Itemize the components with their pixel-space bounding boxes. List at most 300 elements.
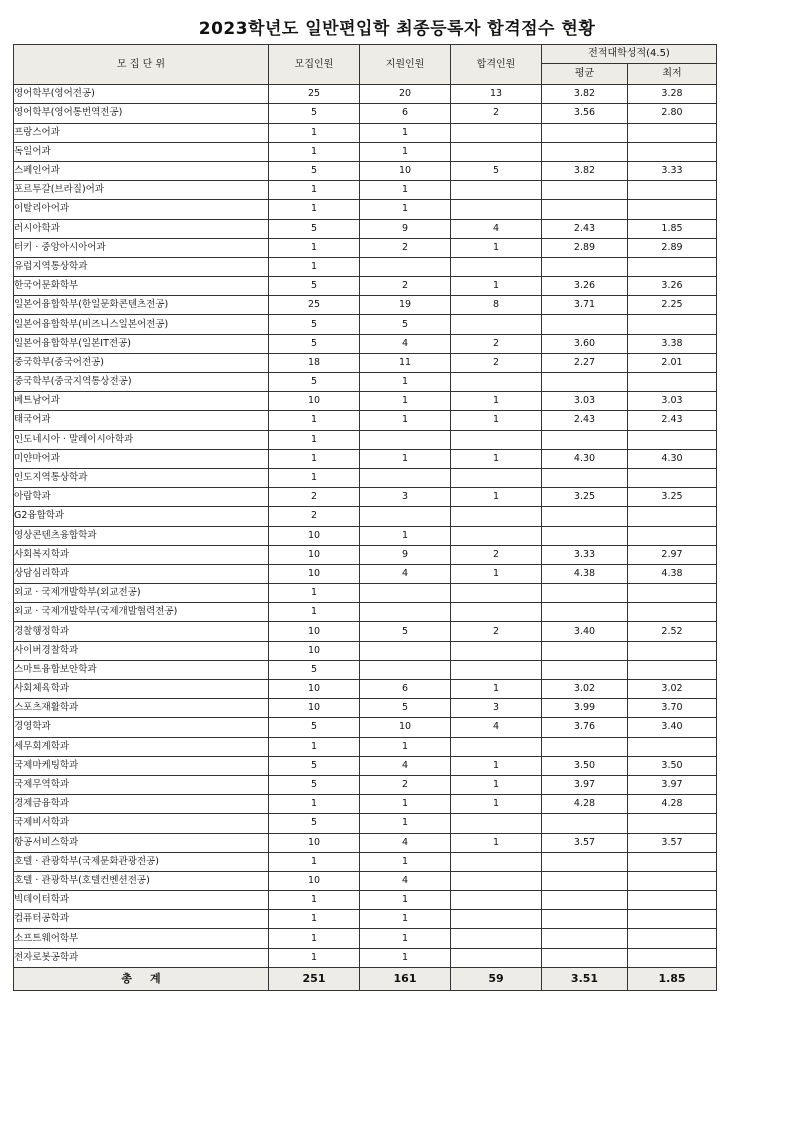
cell-min: 3.28: [628, 85, 717, 104]
cell-recruit: 10: [269, 680, 360, 699]
header-avg: 평균: [542, 64, 628, 85]
cell-avg: [542, 373, 628, 392]
table-row: [14, 85, 717, 104]
cell-apply: 2: [360, 775, 451, 794]
cell-unit: 인도네시아 · 말레이시아학과: [14, 430, 269, 449]
cell-apply: 1: [360, 373, 451, 392]
cell-apply: 3: [360, 488, 451, 507]
cell-pass: [451, 852, 542, 871]
cell-recruit: 5: [269, 756, 360, 775]
cell-avg: [542, 852, 628, 871]
cell-min: 3.33: [628, 161, 717, 180]
cell-avg: 2.27: [542, 353, 628, 372]
cell-min: [628, 910, 717, 929]
cell-recruit: 18: [269, 353, 360, 372]
cell-avg: [542, 142, 628, 161]
cell-min: [628, 123, 717, 142]
cell-pass: [451, 526, 542, 545]
cell-recruit: 1: [269, 200, 360, 219]
cell-unit: 중국학부(중국지역통상전공): [14, 373, 269, 392]
cell-min: 2.89: [628, 238, 717, 257]
table-row: [14, 756, 717, 775]
table-row: [14, 334, 717, 353]
table-row: [14, 296, 717, 315]
cell-pass: [451, 929, 542, 948]
total-recruit: 251: [269, 967, 360, 990]
cell-unit: 이탈리아어과: [14, 200, 269, 219]
cell-pass: 1: [451, 680, 542, 699]
cell-unit: 미얀마어과: [14, 449, 269, 468]
cell-avg: [542, 814, 628, 833]
cell-pass: 1: [451, 775, 542, 794]
cell-recruit: 1: [269, 929, 360, 948]
cell-pass: 2: [451, 545, 542, 564]
table-row: [14, 545, 717, 564]
total-min: 1.85: [628, 967, 717, 990]
cell-pass: [451, 584, 542, 603]
cell-unit: 소프트웨어학부: [14, 929, 269, 948]
table-row: [14, 353, 717, 372]
cell-min: 3.40: [628, 718, 717, 737]
cell-recruit: 1: [269, 891, 360, 910]
cell-apply: 1: [360, 795, 451, 814]
total-avg: 3.51: [542, 967, 628, 990]
cell-apply: 1: [360, 929, 451, 948]
table-row: [14, 123, 717, 142]
header-pass: 합격인원: [451, 45, 542, 85]
table-row: [14, 680, 717, 699]
cell-min: 4.28: [628, 795, 717, 814]
cell-apply: 11: [360, 353, 451, 372]
cell-unit: 일본어융합학부(일본IT전공): [14, 334, 269, 353]
table-row: [14, 871, 717, 890]
cell-min: 3.50: [628, 756, 717, 775]
cell-min: [628, 929, 717, 948]
cell-apply: [360, 257, 451, 276]
cell-pass: 4: [451, 718, 542, 737]
cell-unit: 유럽지역통상학과: [14, 257, 269, 276]
cell-apply: 1: [360, 411, 451, 430]
cell-unit: 한국어문화학부: [14, 277, 269, 296]
total-pass: 59: [451, 967, 542, 990]
cell-recruit: 10: [269, 564, 360, 583]
cell-min: [628, 142, 717, 161]
cell-min: [628, 315, 717, 334]
cell-apply: 1: [360, 181, 451, 200]
cell-pass: 1: [451, 238, 542, 257]
cell-min: [628, 852, 717, 871]
cell-min: 2.80: [628, 104, 717, 123]
table-row: [14, 526, 717, 545]
cell-apply: 1: [360, 814, 451, 833]
cell-pass: [451, 315, 542, 334]
cell-avg: 3.56: [542, 104, 628, 123]
cell-unit: 인도지역통상학과: [14, 468, 269, 487]
cell-recruit: 1: [269, 584, 360, 603]
table-row: [14, 718, 717, 737]
table-row: [14, 795, 717, 814]
cell-apply: 1: [360, 852, 451, 871]
cell-avg: [542, 891, 628, 910]
cell-unit: 러시아학과: [14, 219, 269, 238]
cell-pass: [451, 871, 542, 890]
cell-pass: 3: [451, 699, 542, 718]
cell-apply: 2: [360, 238, 451, 257]
cell-pass: 5: [451, 161, 542, 180]
cell-recruit: 10: [269, 545, 360, 564]
cell-recruit: 1: [269, 852, 360, 871]
cell-pass: [451, 123, 542, 142]
cell-min: [628, 584, 717, 603]
cell-min: 3.03: [628, 392, 717, 411]
table-row: [14, 468, 717, 487]
table-row: [14, 833, 717, 852]
cell-avg: 3.40: [542, 622, 628, 641]
cell-pass: [451, 948, 542, 967]
table-row: [14, 277, 717, 296]
cell-pass: [451, 737, 542, 756]
table-row: [14, 584, 717, 603]
cell-min: 4.38: [628, 564, 717, 583]
cell-pass: 1: [451, 488, 542, 507]
cell-apply: 4: [360, 871, 451, 890]
table-row: [14, 430, 717, 449]
cell-apply: [360, 430, 451, 449]
cell-min: 2.52: [628, 622, 717, 641]
header-apply: 지원인원: [360, 45, 451, 85]
table-row: [14, 660, 717, 679]
cell-recruit: 5: [269, 334, 360, 353]
cell-apply: 1: [360, 392, 451, 411]
cell-recruit: 5: [269, 161, 360, 180]
cell-recruit: 1: [269, 449, 360, 468]
cell-pass: [451, 641, 542, 660]
cell-apply: 20: [360, 85, 451, 104]
cell-pass: [451, 910, 542, 929]
table-row: [14, 161, 717, 180]
cell-recruit: 2: [269, 507, 360, 526]
cell-pass: [451, 373, 542, 392]
cell-apply: 4: [360, 564, 451, 583]
cell-pass: 1: [451, 411, 542, 430]
cell-avg: 3.76: [542, 718, 628, 737]
cell-apply: 10: [360, 161, 451, 180]
cell-unit: 일본어융합학부(한일문화콘텐츠전공): [14, 296, 269, 315]
cell-unit: 프랑스어과: [14, 123, 269, 142]
cell-avg: [542, 468, 628, 487]
cell-min: [628, 814, 717, 833]
cell-pass: 8: [451, 296, 542, 315]
table-row: [14, 200, 717, 219]
cell-pass: [451, 430, 542, 449]
table-row: [14, 603, 717, 622]
cell-pass: 2: [451, 334, 542, 353]
cell-unit: 컴퓨터공학과: [14, 910, 269, 929]
cell-recruit: 1: [269, 603, 360, 622]
cell-pass: [451, 200, 542, 219]
cell-recruit: 10: [269, 699, 360, 718]
cell-unit: 국제마케팅학과: [14, 756, 269, 775]
cell-min: [628, 603, 717, 622]
cell-recruit: 1: [269, 948, 360, 967]
cell-avg: [542, 200, 628, 219]
cell-avg: [542, 948, 628, 967]
cell-apply: 9: [360, 219, 451, 238]
table-row: [14, 699, 717, 718]
table-body: [14, 85, 717, 968]
cell-recruit: 1: [269, 737, 360, 756]
cell-pass: [451, 660, 542, 679]
cell-min: [628, 641, 717, 660]
cell-pass: [451, 142, 542, 161]
cell-min: 2.01: [628, 353, 717, 372]
cell-avg: [542, 430, 628, 449]
cell-unit: 국제비서학과: [14, 814, 269, 833]
cell-apply: 1: [360, 910, 451, 929]
cell-unit: 호텔 · 관광학부(호텔컨벤션전공): [14, 871, 269, 890]
cell-recruit: 1: [269, 795, 360, 814]
total-row: [14, 967, 717, 990]
cell-avg: [542, 315, 628, 334]
cell-apply: 1: [360, 123, 451, 142]
cell-apply: [360, 660, 451, 679]
cell-pass: 2: [451, 104, 542, 123]
cell-avg: 3.57: [542, 833, 628, 852]
table-row: [14, 449, 717, 468]
cell-apply: 1: [360, 200, 451, 219]
cell-apply: 5: [360, 315, 451, 334]
cell-avg: 3.60: [542, 334, 628, 353]
cell-min: [628, 181, 717, 200]
header-unit: 모 집 단 위: [14, 45, 269, 85]
cell-avg: [542, 641, 628, 660]
cell-min: 3.57: [628, 833, 717, 852]
cell-unit: 스포츠재활학과: [14, 699, 269, 718]
cell-recruit: 10: [269, 833, 360, 852]
cell-pass: 2: [451, 622, 542, 641]
cell-min: [628, 373, 717, 392]
cell-avg: 4.30: [542, 449, 628, 468]
cell-recruit: 1: [269, 411, 360, 430]
table-row: [14, 104, 717, 123]
cell-pass: 1: [451, 449, 542, 468]
cell-recruit: 10: [269, 526, 360, 545]
cell-pass: 4: [451, 219, 542, 238]
cell-avg: 3.33: [542, 545, 628, 564]
table-row: [14, 737, 717, 756]
cell-unit: 사이버경찰학과: [14, 641, 269, 660]
cell-avg: 3.82: [542, 161, 628, 180]
cell-recruit: 5: [269, 814, 360, 833]
cell-min: 2.25: [628, 296, 717, 315]
cell-pass: [451, 603, 542, 622]
cell-min: [628, 948, 717, 967]
cell-pass: 2: [451, 353, 542, 372]
cell-min: [628, 468, 717, 487]
table-row: [14, 411, 717, 430]
header-min: 최저: [628, 64, 717, 85]
cell-apply: 1: [360, 891, 451, 910]
cell-avg: 4.28: [542, 795, 628, 814]
page-title: 2023학년도 일반편입학 최종등록자 합격점수 현황: [198, 19, 596, 39]
cell-apply: 4: [360, 833, 451, 852]
cell-unit: 빅데이터학과: [14, 891, 269, 910]
cell-pass: [451, 814, 542, 833]
table-row: [14, 142, 717, 161]
cell-recruit: 5: [269, 660, 360, 679]
cell-avg: 3.82: [542, 85, 628, 104]
cell-unit: 포르투갈(브라질)어과: [14, 181, 269, 200]
table-row: [14, 910, 717, 929]
cell-recruit: 1: [269, 257, 360, 276]
cell-avg: [542, 257, 628, 276]
cell-unit: 아랍학과: [14, 488, 269, 507]
cell-unit: 항공서비스학과: [14, 833, 269, 852]
header-row: [14, 45, 717, 64]
cell-avg: 3.50: [542, 756, 628, 775]
cell-apply: [360, 641, 451, 660]
cell-unit: G2융합학과: [14, 507, 269, 526]
cell-pass: 1: [451, 756, 542, 775]
cell-min: 1.85: [628, 219, 717, 238]
cell-avg: [542, 507, 628, 526]
cell-unit: 영어학부(영어통번역전공): [14, 104, 269, 123]
cell-avg: [542, 660, 628, 679]
cell-recruit: 25: [269, 85, 360, 104]
cell-apply: 5: [360, 622, 451, 641]
table-row: [14, 238, 717, 257]
cell-avg: 3.02: [542, 680, 628, 699]
cell-apply: 1: [360, 142, 451, 161]
cell-min: [628, 257, 717, 276]
cell-pass: 13: [451, 85, 542, 104]
table-row: [14, 891, 717, 910]
cell-pass: [451, 257, 542, 276]
cell-recruit: 5: [269, 104, 360, 123]
cell-avg: [542, 584, 628, 603]
cell-min: 2.43: [628, 411, 717, 430]
cell-avg: 3.71: [542, 296, 628, 315]
cell-recruit: 1: [269, 123, 360, 142]
cell-unit: 경찰행정학과: [14, 622, 269, 641]
cell-min: 4.30: [628, 449, 717, 468]
cell-min: [628, 891, 717, 910]
table-row: [14, 814, 717, 833]
table-row: [14, 775, 717, 794]
cell-apply: [360, 603, 451, 622]
header-gpa-group: 전적대학성적(4.5): [542, 45, 717, 64]
cell-min: 2.97: [628, 545, 717, 564]
cell-unit: 베트남어과: [14, 392, 269, 411]
cell-pass: [451, 468, 542, 487]
cell-pass: 1: [451, 277, 542, 296]
table-row: [14, 948, 717, 967]
cell-unit: 일본어융합학부(비즈니스일본어전공): [14, 315, 269, 334]
cell-avg: [542, 123, 628, 142]
total-label: 총계: [14, 967, 269, 990]
cell-apply: 1: [360, 526, 451, 545]
cell-unit: 스마트융합보안학과: [14, 660, 269, 679]
cell-unit: 중국학부(중국어전공): [14, 353, 269, 372]
cell-apply: 6: [360, 104, 451, 123]
cell-apply: 10: [360, 718, 451, 737]
cell-min: 3.70: [628, 699, 717, 718]
cell-pass: [451, 507, 542, 526]
cell-min: 3.26: [628, 277, 717, 296]
cell-apply: 6: [360, 680, 451, 699]
table-row: [14, 641, 717, 660]
cell-avg: 2.43: [542, 219, 628, 238]
cell-recruit: 1: [269, 430, 360, 449]
cell-unit: 국제무역학과: [14, 775, 269, 794]
cell-recruit: 5: [269, 373, 360, 392]
cell-min: [628, 507, 717, 526]
cell-unit: 사회복지학과: [14, 545, 269, 564]
cell-min: 3.25: [628, 488, 717, 507]
table-row: [14, 622, 717, 641]
cell-recruit: 1: [269, 468, 360, 487]
cell-apply: 5: [360, 699, 451, 718]
cell-avg: 3.25: [542, 488, 628, 507]
cell-apply: 2: [360, 277, 451, 296]
cell-avg: [542, 603, 628, 622]
table-row: [14, 564, 717, 583]
table-row: [14, 373, 717, 392]
cell-apply: 1: [360, 737, 451, 756]
cell-recruit: 10: [269, 641, 360, 660]
cell-apply: [360, 468, 451, 487]
cell-unit: 호텔 · 관광학부(국제문화관광전공): [14, 852, 269, 871]
cell-pass: 1: [451, 795, 542, 814]
cell-avg: 2.89: [542, 238, 628, 257]
cell-avg: 3.99: [542, 699, 628, 718]
cell-avg: [542, 526, 628, 545]
cell-avg: [542, 737, 628, 756]
cell-recruit: 2: [269, 488, 360, 507]
cell-min: 3.38: [628, 334, 717, 353]
cell-recruit: 5: [269, 315, 360, 334]
cell-recruit: 25: [269, 296, 360, 315]
cell-recruit: 10: [269, 392, 360, 411]
table-row: [14, 929, 717, 948]
table-row: [14, 488, 717, 507]
cell-avg: [542, 871, 628, 890]
cell-unit: 전자로봇공학과: [14, 948, 269, 967]
cell-avg: 3.03: [542, 392, 628, 411]
total-apply: 161: [360, 967, 451, 990]
cell-unit: 독일어과: [14, 142, 269, 161]
cell-unit: 상담심리학과: [14, 564, 269, 583]
cell-recruit: 1: [269, 910, 360, 929]
table-row: [14, 219, 717, 238]
cell-unit: 외교 · 국제개발학부(국제개발협력전공): [14, 603, 269, 622]
cell-avg: [542, 910, 628, 929]
table-row: [14, 181, 717, 200]
cell-pass: 1: [451, 833, 542, 852]
cell-apply: [360, 507, 451, 526]
results-table: [13, 44, 717, 991]
cell-min: [628, 430, 717, 449]
cell-min: [628, 526, 717, 545]
cell-recruit: 5: [269, 718, 360, 737]
cell-unit: 외교 · 국제개발학부(외교전공): [14, 584, 269, 603]
cell-min: [628, 871, 717, 890]
cell-avg: 3.97: [542, 775, 628, 794]
cell-unit: 터키 · 중앙아시아어과: [14, 238, 269, 257]
cell-unit: 영상콘텐츠융합학과: [14, 526, 269, 545]
cell-apply: 19: [360, 296, 451, 315]
cell-recruit: 1: [269, 181, 360, 200]
